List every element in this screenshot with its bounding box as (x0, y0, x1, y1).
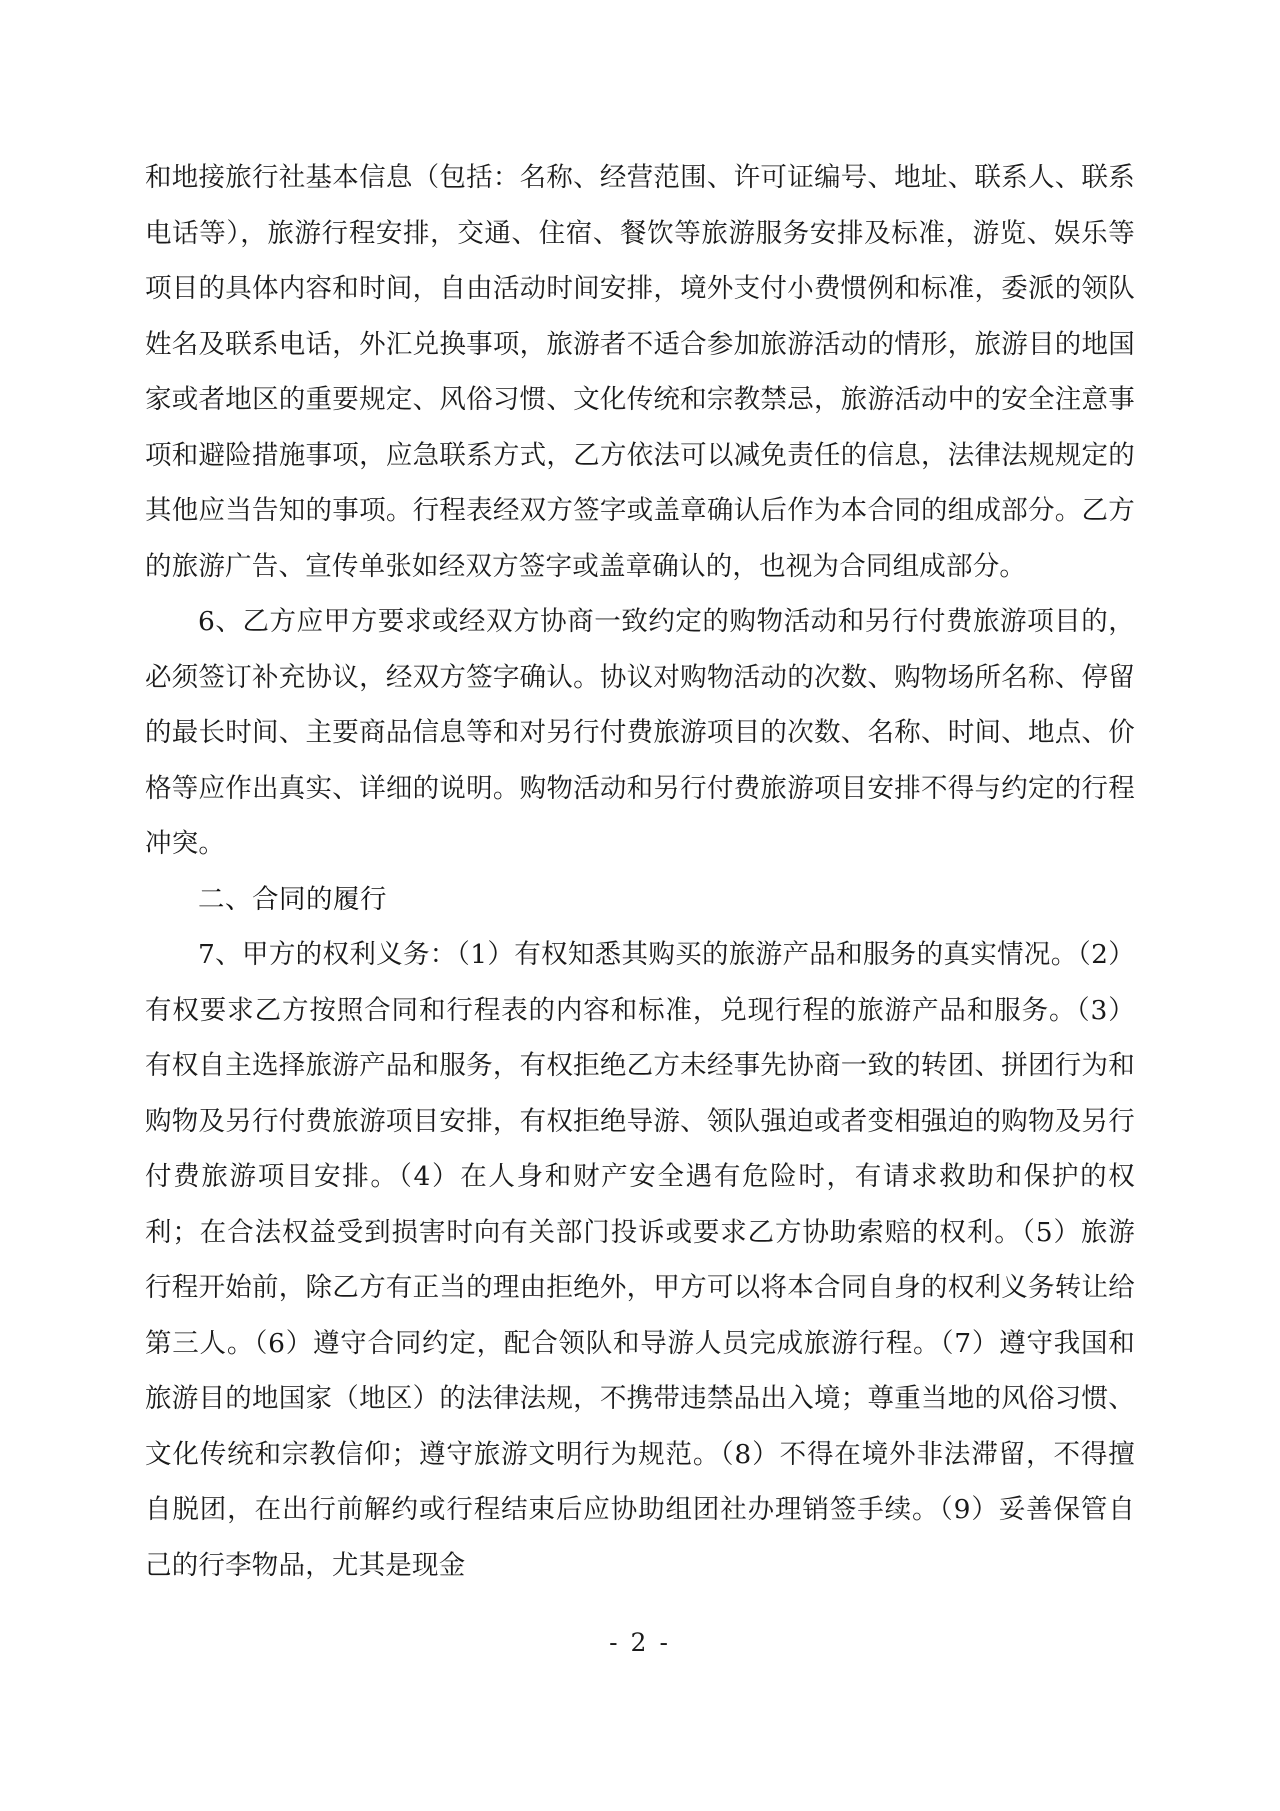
page-number: 2 (630, 1628, 650, 1657)
paragraph-continuation-5: 和地接旅行社基本信息（包括：名称、经营范围、许可证编号、地址、联系人、联系电话等），旅游行程安排，交通、住宿、餐饮等旅游服务安排及标准，游览、娱乐等项目的具体内容和时间，自由活动时间安排，境外支付小费惯例和标准，委派的领队姓名及联系电话，外汇兑换事项，旅游者不适合参加旅游活动的情形，旅游目的地国家或者地区的重要规定、风俗习惯、文化传统和宗教禁忌，旅游活动中的安全注意事项和避险措施事项，应急联系方式，乙方依法可以减免责任的信息，法律法规规定的其他应当告知的事项。行程表经双方签字或盖章确认后作为本合同的组成部分。乙方的旅游广告、宣传单张如经双方签字或盖章确认的，也视为合同组成部分。 (145, 162, 1135, 582)
paragraph-item-7: 7、甲方的权利义务：（1）有权知悉其购买的旅游产品和服务的真实情况。（2）有权要求乙方按照合同和行程表的内容和标准，兑现行程的旅游产品和服务。（3）有权自主选择旅游产品和服务，有权拒绝乙方未经事先协商一致的转团、拼团行为和购物及另行付费旅游项目安排，有权拒绝导游、领队强迫或者变相强迫的购物及另行付费旅游项目安排。（4）在人身和财产安全遇有危险时，有请求救助和保护的权利；在合法权益受到损害时向有关部门投诉或要求乙方协助索赔的权利。（5）旅游行程开始前，除乙方有正当的理由拒绝外，甲方可以将本合同自身的权利义务转让给第三人。（6）遵守合同约定，配合领队和导游人员完成旅游行程。（7）遵守我国和旅游目的地国家（地区）的法律法规，不携带违禁品出入境；尊重当地的风俗习惯、文化传统和宗教信仰；遵守旅游文明行为规范。（8）不得在境外非法滞留，不得擅自脱团，在出行前解约或行程结束后应协助组团社办理销签手续。（9）妥善保管自己的行李物品，尤其是现金 (145, 939, 1135, 1581)
footer-dash-right: - (659, 1628, 671, 1657)
paragraph-item-6: 6、乙方应甲方要求或经双方协商一致约定的购物活动和另行付费旅游项目的，必须签订补充协议，经双方签字确认。协议对购物活动的次数、购物场所名称、停留的最长时间、主要商品信息等和对另行付费旅游项目的次数、名称、时间、地点、价格等应作出真实、详细的说明。购物活动和另行付费旅游项目安排不得与约定的行程冲突。 (145, 606, 1135, 859)
footer-dash-left: - (609, 1628, 621, 1657)
section-heading-2: 二、合同的履行 (198, 883, 387, 915)
page-footer (0, 1628, 1280, 1657)
page-content (145, 150, 1135, 1593)
